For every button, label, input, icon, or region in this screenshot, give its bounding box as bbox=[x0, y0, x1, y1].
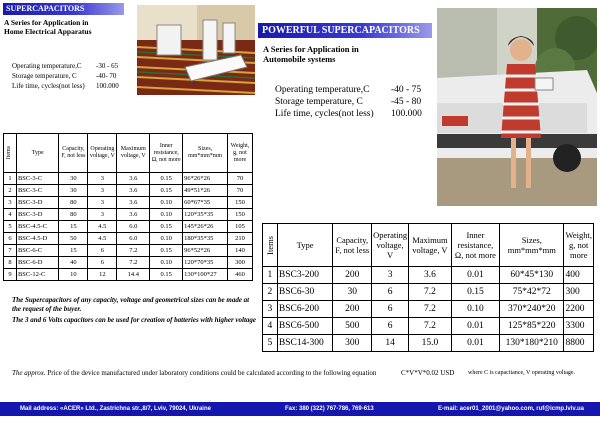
table-cell: 15 bbox=[59, 221, 88, 233]
approx-text: Price of the device manufactured under laboratory conditions could be calculated according to the following equation bbox=[47, 369, 377, 377]
table-row bbox=[263, 318, 594, 335]
table-cell: 60*45*130 bbox=[500, 267, 564, 284]
table-cell: BSC6-30 bbox=[277, 284, 333, 301]
table-cell: 14.4 bbox=[117, 269, 150, 281]
left-spec-label: Operating temperature,C bbox=[12, 62, 82, 70]
column-header: Type bbox=[16, 134, 59, 173]
table-cell: BSC-3-D bbox=[16, 197, 59, 209]
table-cell: 3.6 bbox=[117, 197, 150, 209]
left-spec-label: Life time, cycles(not less) bbox=[12, 82, 85, 90]
column-header: Maximum voltage, V bbox=[117, 134, 150, 173]
table-cell: 4.5 bbox=[88, 233, 117, 245]
table-cell: 7.2 bbox=[409, 301, 452, 318]
table-cell: 3 bbox=[263, 301, 278, 318]
left-subtitle-line1: A Series for Application in bbox=[4, 18, 89, 27]
table-cell: 0.10 bbox=[150, 197, 183, 209]
table-cell: 7.2 bbox=[409, 318, 452, 335]
table-cell: BSC-4.5-D bbox=[16, 233, 59, 245]
table-cell: 30 bbox=[59, 185, 88, 197]
table-cell: BSC6-200 bbox=[277, 301, 333, 318]
table-cell: 8 bbox=[4, 257, 17, 269]
table-cell: 500 bbox=[333, 318, 372, 335]
table-cell: 3 bbox=[4, 197, 17, 209]
table-cell: 0.01 bbox=[451, 267, 499, 284]
table-cell: 120*35*35 bbox=[183, 209, 228, 221]
table-cell: BSC-6-C bbox=[16, 245, 59, 257]
left-subtitle-line2: Home Electrical Apparatus bbox=[4, 27, 92, 36]
table-cell: 3.6 bbox=[117, 209, 150, 221]
email-address[interactable]: E-mail: acer01_2001@yahoo.com, ruf@icmp.lviv.ua bbox=[438, 406, 584, 412]
table-cell: 96*52*26 bbox=[183, 245, 228, 257]
column-header: Sizes, mm*mm*mm bbox=[500, 224, 564, 267]
table-row bbox=[4, 209, 253, 221]
contact-footer bbox=[0, 402, 600, 416]
table-cell: 3300 bbox=[564, 318, 594, 335]
table-cell: BSC-3-C bbox=[16, 185, 59, 197]
column-header: Type bbox=[277, 224, 333, 267]
table-cell: BSC-12-C bbox=[16, 269, 59, 281]
column-header: Operating voltage, V bbox=[372, 224, 409, 267]
table-cell: 7.2 bbox=[409, 284, 452, 301]
table-cell: 80 bbox=[59, 209, 88, 221]
table-cell: 3.6 bbox=[117, 185, 150, 197]
table-cell: 3 bbox=[88, 209, 117, 221]
table-cell: 3 bbox=[88, 185, 117, 197]
table-cell: 1 bbox=[263, 267, 278, 284]
table-row bbox=[4, 269, 253, 281]
right-spec-value: 100.000 bbox=[391, 109, 422, 119]
table-cell: 4 bbox=[4, 209, 17, 221]
table-cell: 0.10 bbox=[150, 257, 183, 269]
home-series-table bbox=[3, 133, 253, 281]
table-cell: 4.5 bbox=[88, 221, 117, 233]
table-cell: 6 bbox=[4, 233, 17, 245]
left-spec-label: Storage temperature, C bbox=[12, 72, 77, 80]
table-cell: 6 bbox=[372, 301, 409, 318]
table-cell: 370*240*20 bbox=[500, 301, 564, 318]
left-banner: SUPERCAPACITORS bbox=[3, 3, 124, 15]
table-cell: 130*180*210 bbox=[500, 335, 564, 352]
table-cell: 30 bbox=[59, 173, 88, 185]
table-cell: 96*26*26 bbox=[183, 173, 228, 185]
left-spec-value: -30 - 65 bbox=[96, 62, 119, 70]
table-cell: 0.15 bbox=[150, 185, 183, 197]
table-cell: 3 bbox=[88, 173, 117, 185]
right-spec-label: Life time, cycles(not less) bbox=[275, 109, 374, 119]
table-cell: 200 bbox=[333, 301, 372, 318]
column-header: Weight, g, not more bbox=[564, 224, 594, 267]
table-cell: 2200 bbox=[564, 301, 594, 318]
table-cell: 300 bbox=[333, 335, 372, 352]
table-cell: 15 bbox=[59, 245, 88, 257]
left-spec-value: 100.000 bbox=[96, 82, 119, 90]
table-header-row bbox=[263, 224, 594, 267]
table-cell: 3 bbox=[88, 197, 117, 209]
table-cell: 130*100*27 bbox=[183, 269, 228, 281]
left-spec-value: -40- 70 bbox=[96, 72, 117, 80]
table-cell: 75*42*72 bbox=[500, 284, 564, 301]
column-header: Inner resistance, Ω, not more bbox=[451, 224, 499, 267]
table-cell: 0.01 bbox=[451, 318, 499, 335]
right-spec-value: -45 - 80 bbox=[391, 97, 422, 107]
table-cell: 50 bbox=[59, 233, 88, 245]
table-cell: 0.15 bbox=[451, 284, 499, 301]
table-cell: BSC-4.5-C bbox=[16, 221, 59, 233]
table-row bbox=[4, 233, 253, 245]
column-header: Maximum voltage, V bbox=[409, 224, 452, 267]
table-cell: 150 bbox=[228, 209, 253, 221]
table-row bbox=[4, 173, 253, 185]
table-cell: BSC14-300 bbox=[277, 335, 333, 352]
automobile-series-table bbox=[262, 223, 594, 352]
fax-number: Fax: 380 (322) 767-786, 769-613 bbox=[285, 406, 374, 412]
table-cell: 80 bbox=[59, 197, 88, 209]
table-row bbox=[4, 185, 253, 197]
woman-car-photo bbox=[437, 8, 597, 206]
capacitors-photo bbox=[137, 5, 255, 95]
table-cell: 0.15 bbox=[150, 221, 183, 233]
right-banner: POWERFUL SUPERCAPACITORS bbox=[258, 23, 432, 38]
table-cell: BSC6-500 bbox=[277, 318, 333, 335]
table-row bbox=[263, 267, 594, 284]
table-cell: 5 bbox=[263, 335, 278, 352]
table-cell: 60*67*35 bbox=[183, 197, 228, 209]
column-header: Items bbox=[4, 134, 17, 173]
battery-note: The 3 and 6 Volts capacitors can be used for creation of batteries with higher voltage bbox=[12, 316, 257, 324]
table-cell: 105 bbox=[228, 221, 253, 233]
table-row bbox=[4, 257, 253, 269]
table-cell: 7.2 bbox=[117, 257, 150, 269]
column-header: Inner resistance, Ω, not more bbox=[150, 134, 183, 173]
table-cell: 0.10 bbox=[150, 209, 183, 221]
table-cell: 120*70*35 bbox=[183, 257, 228, 269]
table-row bbox=[263, 335, 594, 352]
price-formula: C*V*V*0.02 USD bbox=[401, 369, 455, 377]
table-cell: 180*35*35 bbox=[183, 233, 228, 245]
table-cell: 6 bbox=[88, 245, 117, 257]
table-cell: BSC-3-C bbox=[16, 173, 59, 185]
table-row bbox=[4, 221, 253, 233]
table-cell: 6 bbox=[88, 257, 117, 269]
table-cell: BSC3-200 bbox=[277, 267, 333, 284]
table-cell: 4 bbox=[263, 318, 278, 335]
table-cell: 2 bbox=[263, 284, 278, 301]
column-header: Items bbox=[263, 224, 278, 267]
right-spec-label: Storage temperature, C bbox=[275, 97, 363, 107]
table-cell: 0.15 bbox=[150, 269, 183, 281]
column-header: Operating voltage, V bbox=[88, 134, 117, 173]
table-cell: 210 bbox=[228, 233, 253, 245]
table-row bbox=[4, 197, 253, 209]
column-header: Capacity, F, not less bbox=[59, 134, 88, 173]
table-cell: BSC-6-D bbox=[16, 257, 59, 269]
table-cell: 1 bbox=[4, 173, 17, 185]
table-cell: 70 bbox=[228, 173, 253, 185]
table-cell: 3 bbox=[372, 267, 409, 284]
right-subtitle-line1: A Series for Application in bbox=[263, 44, 359, 54]
right-subtitle-line2: Automobile systems bbox=[263, 54, 336, 64]
table-cell: 300 bbox=[228, 257, 253, 269]
table-cell: 10 bbox=[59, 269, 88, 281]
table-row bbox=[263, 301, 594, 318]
table-cell: 9 bbox=[4, 269, 17, 281]
table-cell: 300 bbox=[564, 284, 594, 301]
column-header: Capacity, F, not less bbox=[333, 224, 372, 267]
column-header: Weight, g, not more bbox=[228, 134, 253, 173]
table-cell: 0.01 bbox=[451, 335, 499, 352]
table-cell: 5 bbox=[4, 221, 17, 233]
table-cell: 0.10 bbox=[150, 233, 183, 245]
column-header: Sizes, mm*mm*mm bbox=[183, 134, 228, 173]
table-cell: 30 bbox=[333, 284, 372, 301]
approx-lead: The approx. bbox=[12, 369, 46, 377]
table-cell: 0.10 bbox=[451, 301, 499, 318]
table-cell: 7 bbox=[4, 245, 17, 257]
formula-where: where C is capacitance, V operating voltage. bbox=[468, 370, 576, 376]
table-header-row bbox=[4, 134, 253, 173]
table-cell: 6.0 bbox=[117, 233, 150, 245]
table-cell: 6 bbox=[372, 318, 409, 335]
table-cell: 3.6 bbox=[117, 173, 150, 185]
table-cell: 8800 bbox=[564, 335, 594, 352]
table-cell: 400 bbox=[564, 267, 594, 284]
table-cell: BSC-3-D bbox=[16, 209, 59, 221]
table-cell: 49*51*26 bbox=[183, 185, 228, 197]
table-row bbox=[4, 245, 253, 257]
table-cell: 12 bbox=[88, 269, 117, 281]
table-cell: 0.15 bbox=[150, 245, 183, 257]
table-cell: 7.2 bbox=[117, 245, 150, 257]
approx-line bbox=[12, 369, 376, 378]
table-cell: 70 bbox=[228, 185, 253, 197]
table-cell: 200 bbox=[333, 267, 372, 284]
table-cell: 6 bbox=[372, 284, 409, 301]
table-row bbox=[263, 284, 594, 301]
table-cell: 40 bbox=[59, 257, 88, 269]
table-cell: 3.6 bbox=[409, 267, 452, 284]
right-spec-label: Operating temperature,C bbox=[275, 85, 370, 95]
table-cell: 140 bbox=[228, 245, 253, 257]
table-cell: 150 bbox=[228, 197, 253, 209]
table-cell: 14 bbox=[372, 335, 409, 352]
table-cell: 6.0 bbox=[117, 221, 150, 233]
table-cell: 145*26*26 bbox=[183, 221, 228, 233]
right-spec-value: -40 - 75 bbox=[391, 85, 422, 95]
table-cell: 0.15 bbox=[150, 173, 183, 185]
table-cell: 460 bbox=[228, 269, 253, 281]
table-cell: 15.0 bbox=[409, 335, 452, 352]
custom-order-note: The Supercapacitors of any capacity, voltage and geometrical sizes can be made at the request of the buyer. bbox=[12, 296, 250, 313]
mail-address: Mail address: «ACER» Ltd., Zastrichna str.,8/7, Lviv, 79024, Ukraine bbox=[20, 406, 211, 412]
table-cell: 125*85*220 bbox=[500, 318, 564, 335]
table-cell: 2 bbox=[4, 185, 17, 197]
